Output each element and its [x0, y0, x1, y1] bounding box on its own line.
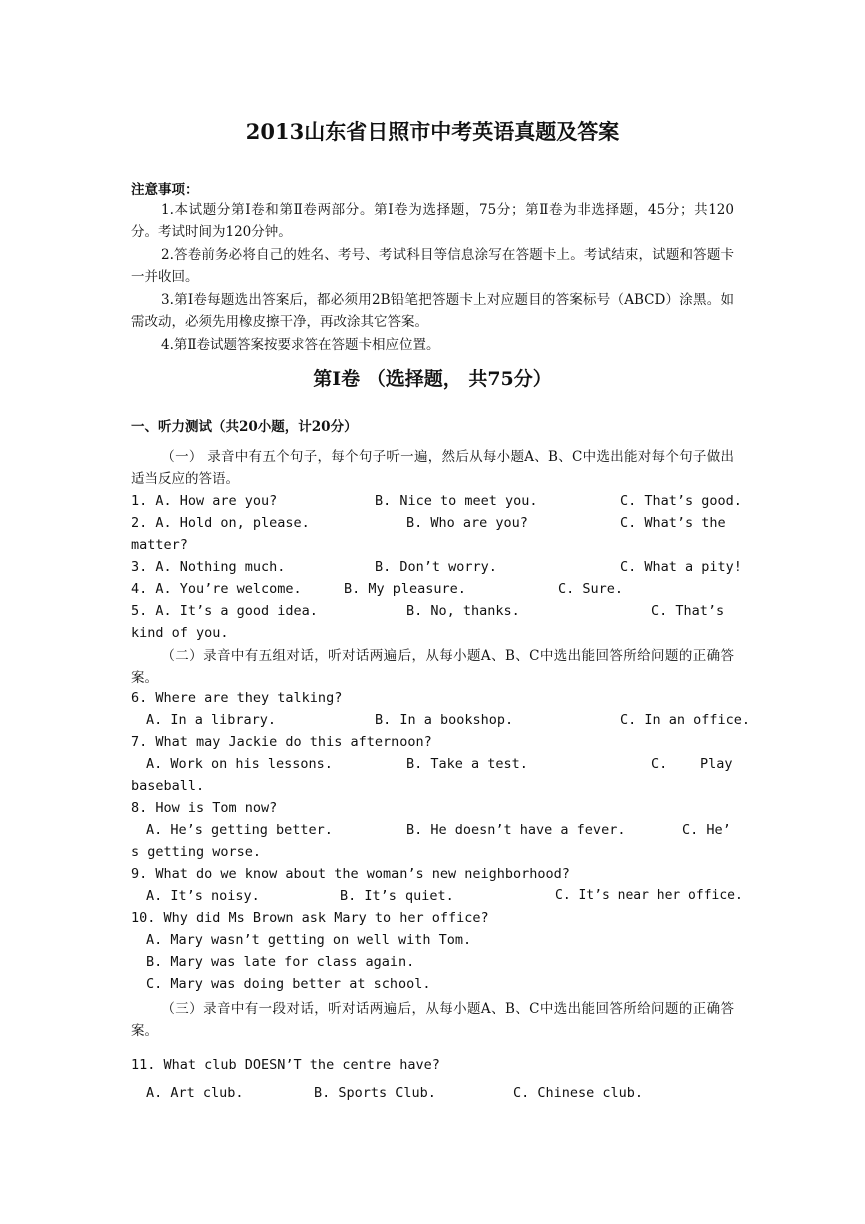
question-2-option-c: C. What’s the [620, 515, 726, 531]
notice-item: 1.本试题分第Ⅰ卷和第Ⅱ卷两部分。第Ⅰ卷为选择题，75分；第Ⅱ卷为非选择题，45分；共120分。考试时间为120分钟。 [131, 202, 734, 241]
question-3-option-c: C. What a pity! [620, 559, 742, 575]
question-6-option-c: C. In an office. [620, 712, 751, 728]
notice-item: 3.第Ⅰ卷每题选出答案后，都必须用2B铅笔把答题卡上对应题目的答案标号（ABCD）涂黑。如需改动，必须先用橡皮擦干净，再改涂其它答案。 [131, 292, 734, 331]
question-11-option-b: B. Sports Club. [314, 1085, 436, 1101]
question-5-option-a: 5. A. It’s a good idea. [131, 603, 318, 619]
question-10-option-a: A. Mary wasn’t getting on well with Tom. [146, 932, 472, 948]
question-7-option-c-text: Play [700, 756, 733, 772]
question-1-option-b: B. Nice to meet you. [375, 493, 538, 509]
notice-heading: 注意事项： [131, 182, 199, 198]
question-9-option-b: B. It’s quiet. [340, 888, 454, 904]
question-6-option-a: A. In a library. [146, 712, 277, 728]
question-6-option-b: B. In a bookshop. [375, 712, 514, 728]
question-10-option-c: C. Mary was doing better at school. [146, 976, 431, 992]
question-2-option-b: B. Who are you? [406, 515, 528, 531]
sub-instruction: （三）录音中有一段对话，听对话两遍后，从每小题A、B、C中选出能回答所给问题的正确答案。 [131, 1001, 734, 1040]
question-6: 6. Where are they talking? [131, 690, 343, 706]
question-8-option-b: B. He doesn’t have a fever. [406, 822, 626, 838]
part-heading: 一、听力测试（共20小题，计20分） [131, 419, 358, 435]
question-2-continuation: matter? [131, 537, 188, 553]
notice-item: 2.答卷前务必将自己的姓名、考号、考试科目等信息涂写在答题卡上。考试结束，试题和答题卡一并收回。 [131, 247, 734, 286]
question-11-option-a: A. Art club. [146, 1085, 244, 1101]
question-5-continuation: kind of you. [131, 625, 229, 641]
question-11-option-c: C. Chinese club. [513, 1085, 644, 1101]
page-title: 2013山东省日照市中考英语真题及答案 [245, 119, 620, 144]
question-10: 10. Why did Ms Brown ask Mary to her office? [131, 910, 489, 926]
notice-item: 4.第Ⅱ卷试题答案按要求答在答题卡相应位置。 [161, 337, 440, 353]
question-2-option-a: 2. A. Hold on, please. [131, 515, 310, 531]
question-11: 11. What club DOESN’T the centre have? [131, 1057, 440, 1073]
question-8-option-c: C. He’ [682, 822, 731, 838]
question-7-option-a: A. Work on his lessons. [146, 756, 333, 772]
question-5-option-c: C. That’s [651, 603, 725, 619]
sub-instruction: （二）录音中有五组对话，听对话两遍后，从每小题A、B、C中选出能回答所给问题的正确答案。 [131, 648, 734, 687]
question-9-option-c: C. It’s near her office. [555, 888, 743, 903]
question-1-option-a: 1. A. How are you? [131, 493, 278, 509]
question-3-option-a: 3. A. Nothing much. [131, 559, 286, 575]
question-1-option-c: C. That’s good. [620, 493, 742, 509]
question-7-option-b: B. Take a test. [406, 756, 528, 772]
question-4-option-c: C. Sure. [558, 581, 624, 597]
question-8-continuation: s getting worse. [131, 844, 262, 860]
question-4-option-a: 4. A. You’re welcome. [131, 581, 302, 597]
question-3-option-b: B. Don’t worry. [375, 559, 497, 575]
question-9: 9. What do we know about the woman’s new neighborhood? [131, 866, 570, 882]
question-9-option-a: A. It’s noisy. [146, 888, 260, 904]
question-7: 7. What may Jackie do this afternoon? [131, 734, 432, 750]
section-title: 第Ⅰ卷 （选择题， 共75分） [313, 368, 552, 390]
question-8-option-a: A. He’s getting better. [146, 822, 333, 838]
sub-instruction: （一） 录音中有五个句子，每个句子听一遍，然后从每小题A、B、C中选出能对每个句子做出适当反应的答语。 [131, 449, 734, 488]
question-7-continuation: baseball. [131, 778, 205, 794]
question-4-option-b: B. My pleasure. [344, 581, 466, 597]
question-5-option-b: B. No, thanks. [406, 603, 520, 619]
question-8: 8. How is Tom now? [131, 800, 278, 816]
question-7-option-c: C. [651, 756, 668, 772]
question-10-option-b: B. Mary was late for class again. [146, 954, 415, 970]
